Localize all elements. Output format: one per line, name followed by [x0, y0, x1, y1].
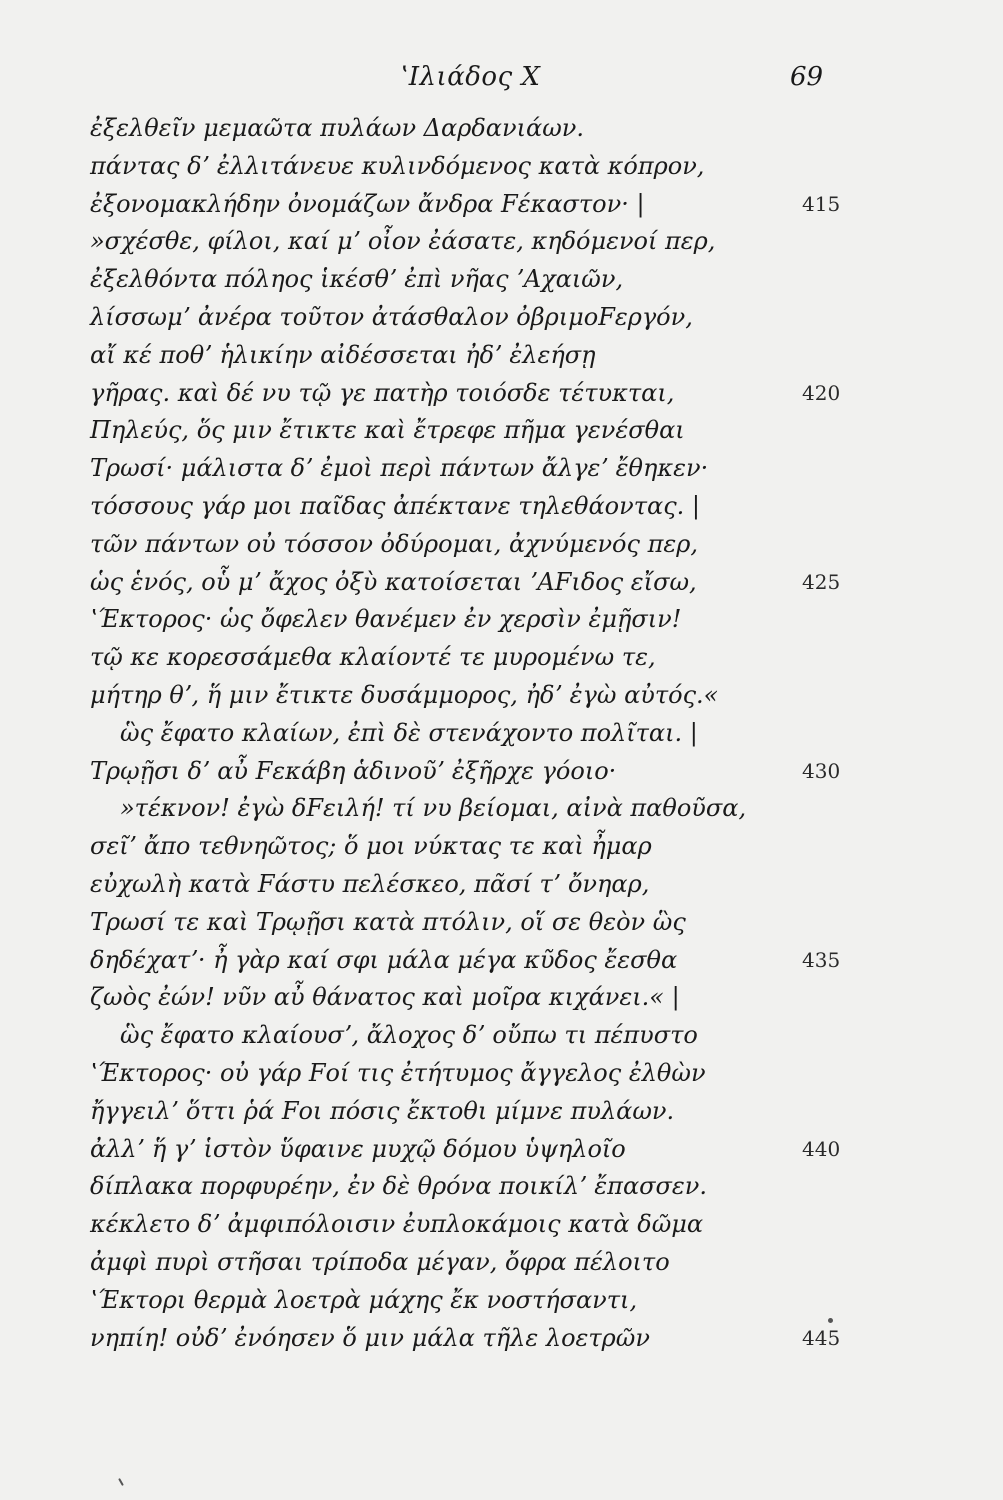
verse-text: ὣς ἔφατο κλαίουσʼ, ἄλοχος δʼ οὔπω τι πέπυστο	[120, 1021, 698, 1050]
verse-line	[90, 1093, 910, 1131]
verse-block	[90, 110, 910, 1357]
verse-text: ἀλλʼ ἥ γʼ ἱστὸν ὕφαινε μυχῷ δόμου ὑψηλοῖο	[90, 1134, 626, 1163]
verse-line	[90, 828, 910, 866]
verse-line	[90, 1131, 910, 1169]
verse-text: ʽΈκτορος· οὐ γάρ Fοί τις ἐτήτυμος ἄγγελος ἐλθὼν	[90, 1058, 706, 1087]
verse-line	[90, 412, 910, 450]
line-number: 445	[802, 1325, 841, 1350]
line-number: 435	[802, 947, 841, 972]
verse-line	[90, 526, 910, 564]
verse-line	[90, 1244, 910, 1282]
verse-text: Τρωσί· μάλιστα δʼ ἐμοὶ περὶ πάντων ἄλγεʼ ἔθηκεν·	[90, 454, 709, 483]
line-number: 415	[802, 191, 841, 216]
verse-text: εὐχωλὴ κατὰ Fάστυ πελέσκεο, πᾶσί τʼ ὄνηαρ,	[90, 869, 650, 898]
verse-text: »σχέσθε, φίλοι, καί μʼ οἶον ἐάσατε, κηδόμενοί περ,	[90, 227, 716, 256]
verse-line	[90, 979, 910, 1017]
verse-text: ἐξελθόντα πόληος ἱκέσθʼ ἐπὶ νῆας ʼΑχαιῶν,	[90, 265, 624, 294]
verse-text: πάντας δʼ ἐλλιτάνευε κυλινδόμενος κατὰ κόπρον,	[90, 151, 705, 180]
verse-line	[90, 564, 910, 602]
verse-line	[90, 186, 910, 224]
verse-line	[90, 1206, 910, 1244]
line-number: 420	[802, 380, 841, 405]
verse-text: δηδέχατʼ· ἦ γὰρ καί σφι μάλα μέγα κῦδος ἔεσθα	[90, 945, 678, 974]
print-speck	[828, 1318, 833, 1323]
verse-text: Τρῳῇσι δʼ αὖ Fεκάβη ἁδινοῦʼ ἐξῆρχε γόοιο·	[90, 756, 617, 785]
verse-text: σεῖʼ ἄπο τεθνηῶτος; ὅ μοι νύκτας τε καὶ ἦμαρ	[90, 832, 652, 861]
verse-text: μήτηρ θʼ, ἥ μιν ἔτικτε δυσάμμορος, ἠδʼ ἐγὼ αὐτός.«	[90, 680, 719, 709]
verse-line	[90, 1168, 910, 1206]
verse-line	[90, 677, 910, 715]
verse-line	[90, 904, 910, 942]
page-number: 69	[790, 62, 824, 92]
verse-text: ἐξελθεῖν μεμαῶτα πυλάων Δαρδανιάων.	[90, 114, 584, 142]
verse-line	[90, 715, 910, 753]
verse-line	[90, 1055, 910, 1093]
verse-line	[90, 337, 910, 375]
verse-line	[90, 866, 910, 904]
verse-text: ὣς ἔφατο κλαίων, ἐπὶ δὲ στενάχοντο πολῖται. |	[120, 718, 698, 747]
verse-line	[90, 790, 910, 828]
verse-text: ʽΈκτορι θερμὰ λοετρὰ μάχης ἔκ νοστήσαντι,	[90, 1285, 638, 1314]
print-speck	[118, 1478, 124, 1486]
verse-line	[90, 450, 910, 488]
verse-text: ἤγγειλʼ ὅττι ῥά Fοι πόσις ἔκτοθι μίμνε πυλάων.	[90, 1096, 675, 1125]
verse-text: τῶν πάντων οὐ τόσσον ὀδύρομαι, ἀχνύμενός περ,	[90, 529, 698, 558]
verse-text: κέκλετο δʼ ἀμφιπόλοισιν ἐυπλοκάμοις κατὰ δῶμα	[90, 1210, 704, 1239]
verse-text: Τρωσί τε καὶ Τρῳῇσι κατὰ πτόλιν, οἵ σε θεὸν ὣς	[90, 907, 686, 936]
verse-line	[90, 375, 910, 413]
verse-text: νηπίη! οὐδʼ ἐνόησεν ὅ μιν μάλα τῆλε λοετρῶν	[90, 1323, 650, 1352]
line-number: 440	[802, 1136, 841, 1161]
line-number: 425	[802, 569, 841, 594]
verse-line	[90, 488, 910, 526]
verse-text: γῆρας. καὶ δέ νυ τῷ γε πατὴρ τοιόσδε τέτυκται,	[90, 378, 675, 407]
verse-line	[90, 299, 910, 337]
verse-text: δίπλακα πορφυρέην, ἐν δὲ θρόνα ποικίλʼ ἔπασσεν.	[90, 1172, 708, 1201]
verse-line	[90, 110, 910, 148]
verse-line	[90, 601, 910, 639]
verse-line	[90, 261, 910, 299]
line-number: 430	[802, 758, 841, 783]
running-title: ʽΙλιάδος Χ	[400, 62, 541, 92]
verse-line	[90, 1282, 910, 1320]
verse-text: »τέκνον! ἐγὼ δFειλή! τί νυ βείομαι, αἰνὰ παθοῦσα,	[120, 794, 747, 823]
verse-line	[90, 148, 910, 186]
verse-text: ἐξονομακλήδην ὀνομάζων ἄνδρα Fέκαστον· |	[90, 189, 645, 218]
verse-text: Πηλεύς, ὅς μιν ἔτικτε καὶ ἔτρεφε πῆμα γενέσθαι	[90, 416, 685, 445]
verse-line	[90, 639, 910, 677]
verse-text: τῷ κε κορεσσάμεθα κλαίοντέ τε μυρομένω τε,	[90, 643, 656, 672]
verse-text: ζωὸς ἐών! νῦν αὖ θάνατος καὶ μοῖρα κιχάνει.« |	[90, 983, 680, 1012]
verse-line	[90, 1320, 910, 1358]
verse-text: ʽΈκτορος· ὡς ὄφελεν θανέμεν ἐν χερσὶν ἐμῇσιν!	[90, 605, 682, 634]
verse-line	[90, 1017, 910, 1055]
verse-text: τόσσους γάρ μοι παῖδας ἀπέκτανε τηλεθάοντας. |	[90, 491, 700, 520]
verse-line	[90, 753, 910, 791]
verse-text: ἀμφὶ πυρὶ στῆσαι τρίποδα μέγαν, ὄφρα πέλοιτο	[90, 1247, 670, 1276]
verse-line	[90, 942, 910, 980]
verse-line	[90, 223, 910, 261]
verse-text: αἴ κέ ποθʼ ἡλικίην αἰδέσσεται ἠδʼ ἐλεήσῃ	[90, 340, 596, 369]
verse-text: ὡς ἑνός, οὗ μʼ ἄχος ὀξὺ κατοίσεται ʼΑFιδος εἴσω,	[90, 567, 697, 596]
verse-text: λίσσωμʼ ἀνέρα τοῦτον ἀτάσθαλον ὀβριμοFεργόν,	[90, 302, 693, 331]
